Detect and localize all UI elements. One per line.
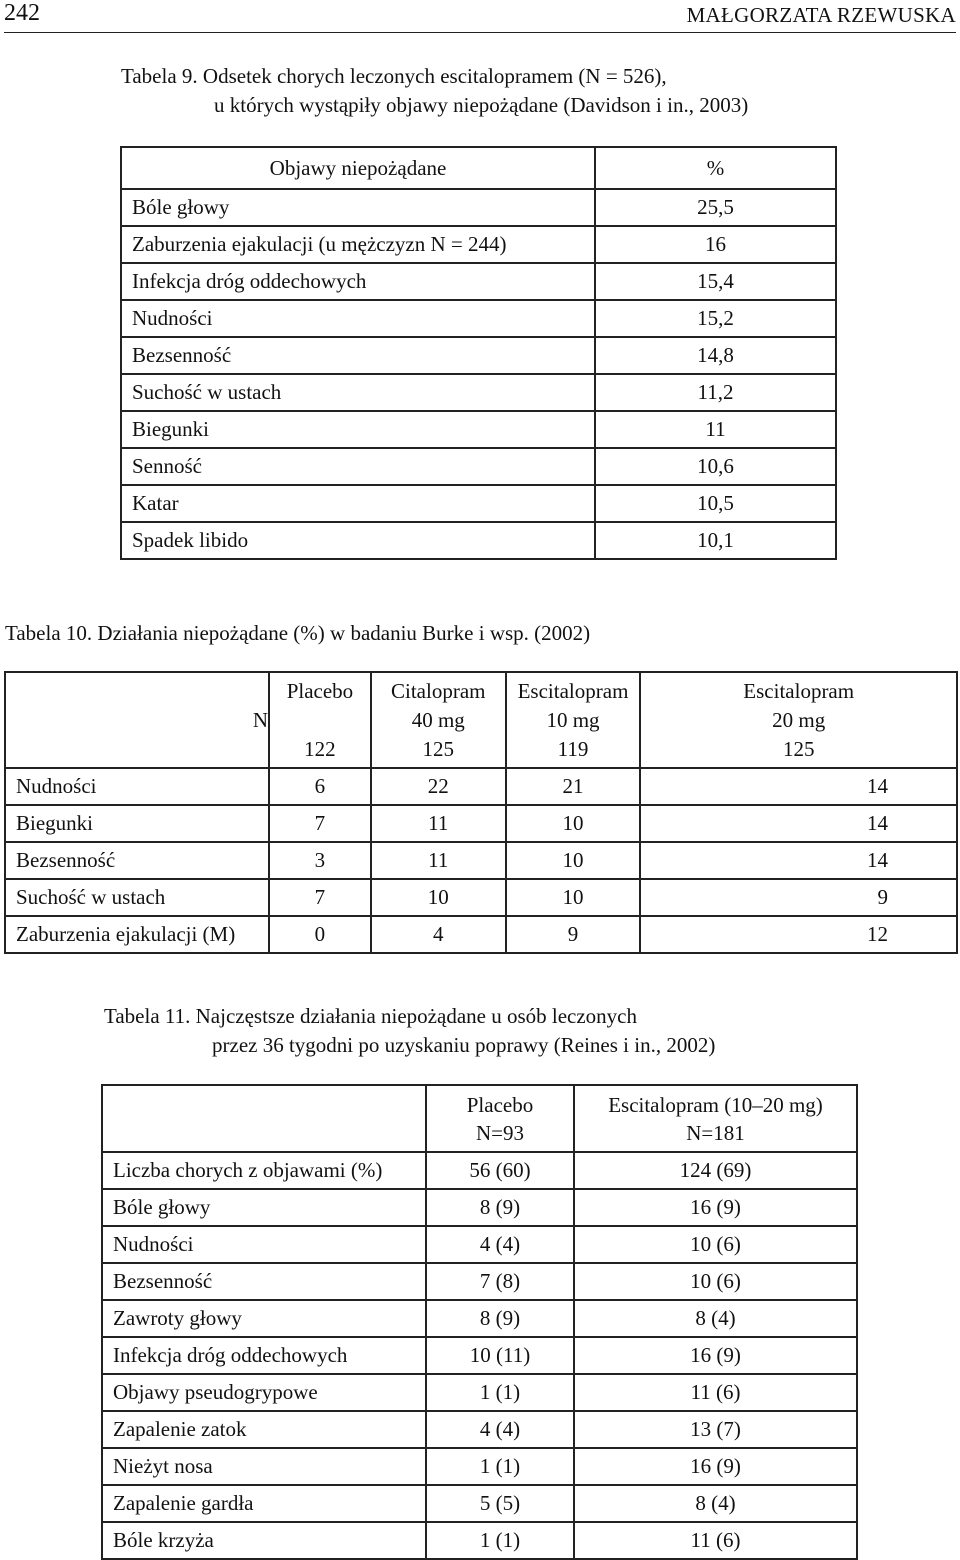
table-cell: Objawy pseudogrypowe [102,1374,426,1411]
table-cell: 4 (4) [426,1226,574,1263]
column-header-name: Placebo [286,679,354,703]
table-cell: 7 [269,805,371,842]
table-row [5,805,957,842]
table10-caption: Tabela 10. Działania niepożądane (%) w badaniu Burke i wsp. (2002) [5,621,591,645]
column-header-name: Citalopram [391,679,486,703]
table-cell: 22 [371,768,506,805]
table-cell: 8 (4) [574,1485,857,1522]
table-cell: Nudności [121,300,595,337]
table-cell: 15,2 [595,300,836,337]
table-row [102,1485,857,1522]
table-cell: Bóle głowy [121,189,595,226]
table-cell: Bezsenność [121,337,595,374]
table-row [121,337,836,374]
table-cell: 14 [640,768,957,805]
table9-caption-line2: u których wystąpiły objawy niepożądane (Davidson i in., 2003) [214,93,749,117]
table-row [5,768,957,805]
table-cell: Nudności [5,768,269,805]
table-cell: 11 [371,842,506,879]
table-cell: 25,5 [595,189,836,226]
table-cell: 10 [506,805,641,842]
table-cell: Biegunki [121,411,595,448]
running-head: MAŁGORZATA RZEWUSKA [686,3,956,27]
table-cell: 9 [640,879,957,916]
table-header-row [121,147,836,189]
table-header-row [5,672,957,768]
column-header-n: 122 [304,737,336,761]
table-row [121,263,836,300]
table-cell: 16 (9) [574,1189,857,1226]
table-cell: Zawroty głowy [102,1300,426,1337]
column-header-name: Escitalopram [517,679,629,703]
n-label: N [5,672,269,768]
table-cell: Infekcja dróg oddechowych [102,1337,426,1374]
table-cell: Zaburzenia ejakulacji (u mężczyzn N = 244) [121,226,595,263]
table-cell: Spadek libido [121,522,595,559]
table-cell: 8 (9) [426,1300,574,1337]
table-cell: 11 [371,805,506,842]
table-cell: 1 (1) [426,1522,574,1559]
table-cell: 0 [269,916,371,953]
table-cell: Senność [121,448,595,485]
column-header-n: N=181 [686,1120,745,1145]
table-cell: 12 [640,916,957,953]
column-header-name: Placebo [466,1092,534,1117]
page-header [0,0,960,32]
column-header-name: Escitalopram [743,679,855,703]
table-row [121,411,836,448]
table9 [120,146,837,560]
table9-caption-line1: Tabela 9. Odsetek chorych leczonych escitalopramem (N = 526), [121,64,667,88]
column-header-citalopram [371,672,506,768]
column-header-placebo [269,672,371,768]
table-cell: 5 (5) [426,1485,574,1522]
table-row [5,916,957,953]
table-cell: 124 (69) [574,1152,857,1189]
column-header-escitalopram-10 [506,672,641,768]
table-row [102,1226,857,1263]
table-cell: 16 (9) [574,1337,857,1374]
table-cell: Nudności [102,1226,426,1263]
column-header-n: 119 [557,737,589,761]
empty-header-cell [102,1085,426,1152]
table-cell: 1 (1) [426,1374,574,1411]
table-row [102,1152,857,1189]
column-header-dose: 40 mg [411,708,465,732]
table-cell: 10 [506,842,641,879]
column-header-dose: 10 mg [546,708,600,732]
table10 [4,671,958,954]
table-cell: 8 (4) [574,1300,857,1337]
table11-caption-line1: Tabela 11. Najczęstsze działania niepożądane u osób leczonych [104,1004,637,1028]
table-cell: 9 [506,916,641,953]
table-cell: 11 (6) [574,1374,857,1411]
table-row [121,374,836,411]
table-cell: 14,8 [595,337,836,374]
column-header-n: 125 [782,737,815,761]
table-row [102,1263,857,1300]
table-row [102,1522,857,1559]
column-header-dose: 20 mg [772,708,826,732]
table-row [121,189,836,226]
page-number: 242 [4,0,40,26]
table-cell: 16 (9) [574,1448,857,1485]
table-cell: 1 (1) [426,1448,574,1485]
table-cell: 3 [269,842,371,879]
table-row [121,300,836,337]
table-cell: Zaburzenia ejakulacji (M) [5,916,269,953]
table11-caption-line2: przez 36 tygodni po uzyskaniu poprawy (Reines i in., 2002) [212,1033,716,1057]
table-cell: Zapalenie zatok [102,1411,426,1448]
table11-caption [104,1002,715,1060]
table-row [102,1300,857,1337]
table-row [121,226,836,263]
table-cell: 10 [371,879,506,916]
column-header-n: N=93 [475,1120,524,1145]
table-row [5,842,957,879]
table-cell: 10 (6) [574,1226,857,1263]
table-cell: Biegunki [5,805,269,842]
column-header: % [595,147,836,189]
table-row [121,522,836,559]
table-cell: 56 (60) [426,1152,574,1189]
table-row [102,1411,857,1448]
table-cell: 13 (7) [574,1411,857,1448]
table-cell: 21 [506,768,641,805]
table-cell: Bezsenność [102,1263,426,1300]
table-cell: 4 [371,916,506,953]
column-header-escitalopram-20 [640,672,957,768]
table-cell: 7 [269,879,371,916]
table-cell: 10 (6) [574,1263,857,1300]
table-cell: 10 [506,879,641,916]
column-header-placebo [426,1085,574,1152]
table-cell: 6 [269,768,371,805]
table-row [102,1374,857,1411]
table11 [101,1084,858,1560]
column-header: Objawy niepożądane [121,147,595,189]
table-row [121,485,836,522]
table-cell: 7 (8) [426,1263,574,1300]
table-cell: Suchość w ustach [121,374,595,411]
table-cell: 8 (9) [426,1189,574,1226]
table-header-row [102,1085,857,1152]
table-cell: 10 (11) [426,1337,574,1374]
header-rule [4,32,956,33]
column-header-name: Escitalopram (10–20 mg) [608,1092,823,1117]
table-cell: 14 [640,842,957,879]
table-row [5,879,957,916]
table-cell: Nieżyt nosa [102,1448,426,1485]
table-cell: Bóle głowy [102,1189,426,1226]
table-cell: 10,6 [595,448,836,485]
table-cell: Infekcja dróg oddechowych [121,263,595,300]
table-cell: Suchość w ustach [5,879,269,916]
table-cell: Zapalenie gardła [102,1485,426,1522]
column-header-escitalopram [574,1085,857,1152]
table-cell: Bóle krzyża [102,1522,426,1559]
table-cell: 16 [595,226,836,263]
table-cell: 11 [595,411,836,448]
table-cell: Katar [121,485,595,522]
table-cell: Bezsenność [5,842,269,879]
column-header-n: 125 [422,737,454,761]
table-cell: 11 (6) [574,1522,857,1559]
table-cell: 4 (4) [426,1411,574,1448]
table-cell: 15,4 [595,263,836,300]
table-cell: 14 [640,805,957,842]
table-cell: Liczba chorych z objawami (%) [102,1152,426,1189]
table-cell: 10,5 [595,485,836,522]
table-cell: 10,1 [595,522,836,559]
table9-caption [121,62,748,120]
table-row [102,1189,857,1226]
table-cell: 11,2 [595,374,836,411]
table-row [102,1337,857,1374]
table-row [102,1448,857,1485]
table-row [121,448,836,485]
